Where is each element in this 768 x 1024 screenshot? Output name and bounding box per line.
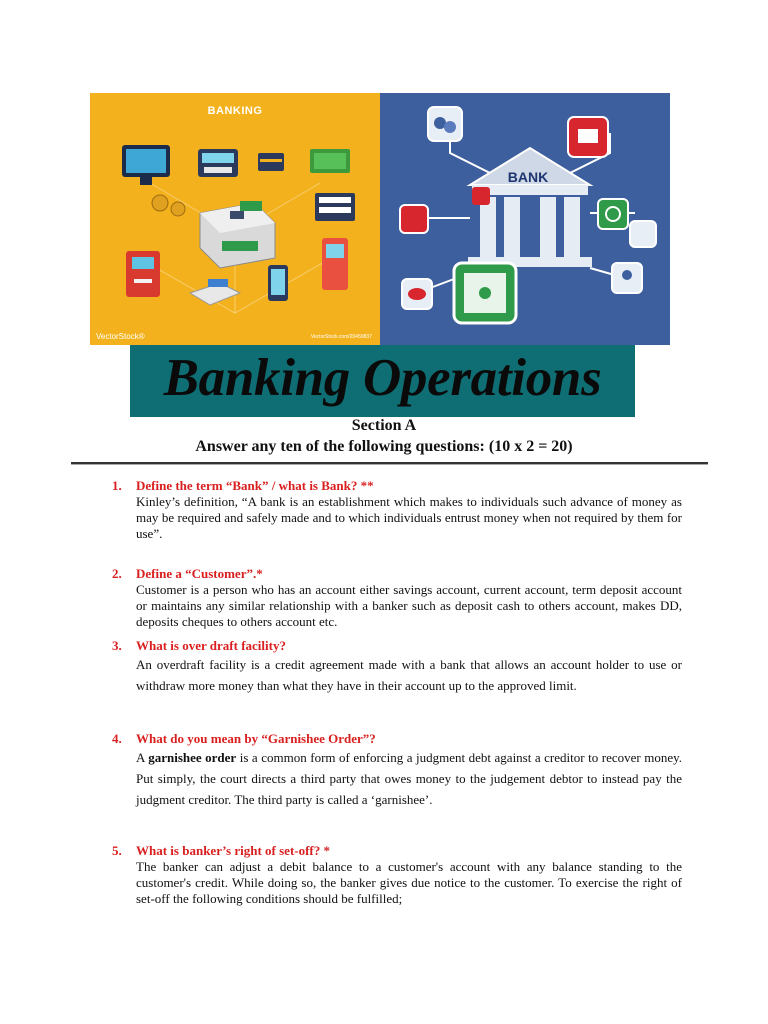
question-4 [112, 731, 682, 810]
answer-text [136, 747, 682, 810]
wallet-icon [400, 205, 428, 233]
card-reader-icon [190, 279, 240, 305]
piggy-bank-icon [402, 279, 432, 309]
coins-icon [152, 195, 185, 216]
question-heading [112, 731, 682, 747]
cash-icon [310, 149, 350, 173]
credit-card-icon [568, 117, 608, 157]
page-title: Banking Operations [163, 349, 602, 407]
question-2 [112, 566, 682, 630]
coins-icon [428, 107, 462, 141]
question-heading [112, 843, 682, 859]
banking-devices-illustration [90, 93, 380, 345]
question-number: 1. [112, 478, 122, 493]
question-title: What is banker’s right of set-off? * [136, 843, 331, 858]
answer-text: An overdraft facility is a credit agreement made with a bank that allows an account holder to use or withdraw more money than what they have in their account up to the approved limit. [136, 657, 682, 693]
question-5 [112, 843, 682, 907]
question-number: 3. [112, 638, 122, 653]
monitor-icon [122, 145, 170, 185]
banking-illustration [90, 93, 380, 345]
pos-terminal-icon [198, 149, 238, 177]
banner-image [90, 93, 670, 345]
phone-icon [268, 265, 288, 301]
question-3 [112, 638, 682, 696]
question-number: 4. [112, 731, 122, 746]
percent-icon [472, 187, 490, 205]
question-heading [112, 478, 682, 494]
question-number: 2. [112, 566, 122, 581]
answer-remainder: is a common form of enforcing a judgment debt against a creditor to recover money. Put simply, the court directs a third party that owes money to the judgement debtor to instead pay the judgment creditor. The third party is called a ‘garnishee’. [136, 750, 683, 807]
card-icon [258, 153, 284, 171]
question-number: 5. [112, 843, 122, 858]
question-title: Define the term “Bank” / what is Bank? ** [136, 478, 374, 493]
divider [71, 462, 708, 465]
exchange-icon [598, 199, 628, 229]
question-heading [112, 638, 682, 654]
question-title: Define a “Customer”.* [136, 566, 263, 581]
answer-term: garnishee order [148, 750, 237, 765]
bank-label: BANK [507, 169, 549, 185]
instructions: Answer any ten of the following questions: (10 x 2 = 20) [195, 438, 573, 455]
answer-text: The banker can adjust a debit balance to a customer's account with any balance standing to the customer's credit. While doing so, the banker gives due notice to the customer. To exercise the right of set-off the following conditions should be fulfilled; [136, 859, 682, 906]
bank-building-illustration [380, 93, 670, 345]
banner-caption: BANKING [207, 105, 263, 117]
answer-text: Customer is a person who has an account either savings account, current account, term deposit account or maintains any similar relationship with a banker such as deposit cash to others account, makes DD, deposits cheques to others account etc. [136, 582, 682, 629]
question-1 [112, 478, 682, 542]
answer-prefix: A [136, 750, 149, 765]
terminal-panel-icon [315, 193, 355, 221]
section-heading: Section A [351, 417, 417, 434]
vectorstock-logo: VectorStock® [96, 332, 145, 341]
image-id: VectorStock.com/20459837 [310, 334, 372, 340]
kiosk-icon [322, 238, 348, 290]
safe-icon [454, 263, 516, 323]
money-counter-icon [200, 201, 275, 268]
bank-illustration [380, 93, 670, 345]
atm-icon [126, 251, 160, 297]
question-title: What is over draft facility? [136, 638, 286, 653]
question-title: What do you mean by “Garnishee Order”? [136, 731, 376, 746]
answer-text: Kinley’s definition, “A bank is an establishment which makes to individuals such advance of money as may be required and safely made and to which individuals entrust money when not required by them for use”. [136, 494, 682, 541]
teller-icon [612, 263, 642, 293]
bank-building-icon [468, 148, 592, 267]
question-heading [112, 566, 682, 582]
chart-icon [630, 221, 656, 247]
